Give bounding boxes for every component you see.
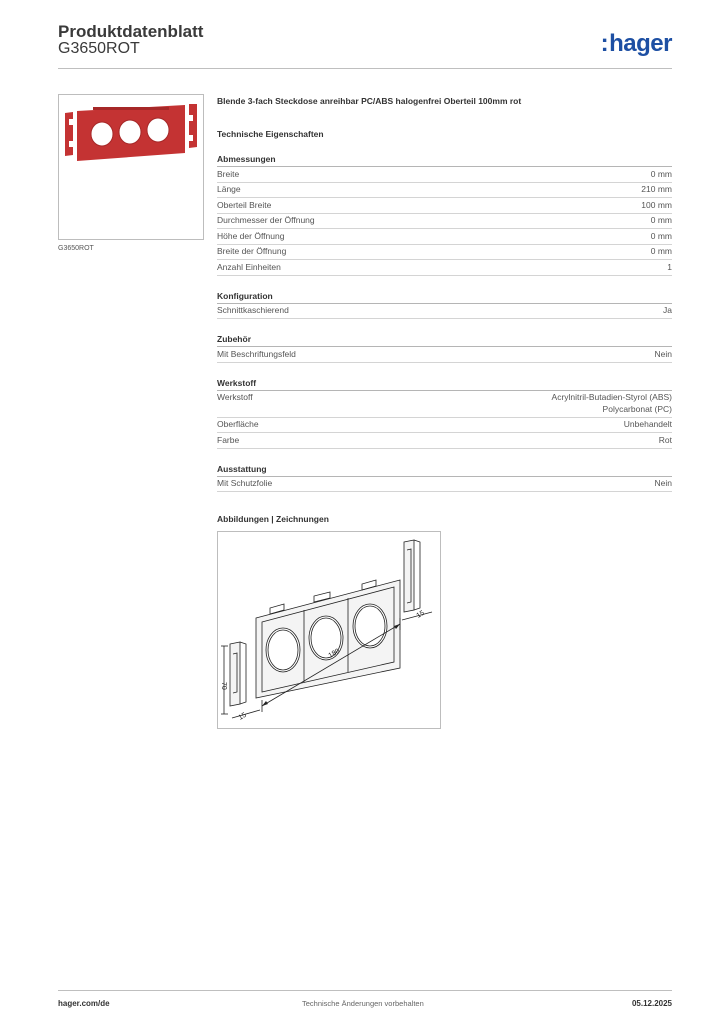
property-label: Farbe (217, 434, 240, 445)
brand-logo (601, 30, 672, 58)
section-zubeh-r (217, 334, 672, 363)
property-row (217, 229, 672, 245)
property-value: 0 mm (650, 246, 672, 256)
property-row (217, 167, 672, 183)
product-thumbnail (58, 94, 204, 240)
property-sections (217, 154, 672, 492)
property-row (217, 477, 672, 493)
property-value: 100 mm (641, 199, 672, 210)
property-value: Acrylnitril-Butadien-Styrol (ABS) Polycarbonat (PC) (551, 392, 672, 414)
dim-height-label: 70 (220, 682, 227, 690)
property-value: 210 mm (641, 184, 672, 194)
section-title: Ausstattung (217, 464, 672, 477)
property-row (217, 245, 672, 261)
thumbnail-caption: G3650ROT (58, 245, 94, 252)
footer-date: 05.12.2025 (631, 999, 672, 1008)
property-label: Oberteil Breite (217, 199, 272, 210)
content-column (217, 95, 672, 729)
product-thumbnail-image (59, 95, 203, 239)
footer-divider (58, 990, 672, 991)
property-label: Werkstoff (217, 392, 253, 402)
property-label: Mit Beschriftungsfeld (217, 348, 296, 359)
property-value: Rot (658, 434, 672, 445)
property-label: Breite (217, 168, 240, 179)
property-label: Durchmesser der Öffnung (217, 215, 315, 225)
property-value: Unbehandelt (623, 419, 672, 429)
property-label: Anzahl Einheiten (217, 261, 281, 272)
property-label: Oberfläche (217, 419, 259, 429)
property-value: 0 mm (650, 215, 672, 225)
property-value: Nein (654, 348, 672, 359)
property-label: Breite der Öffnung (217, 246, 287, 256)
property-row (217, 418, 672, 434)
property-row (217, 347, 672, 363)
section-konfiguration (217, 291, 672, 320)
section-title: Werkstoff (217, 378, 672, 391)
property-value: Ja (663, 305, 672, 315)
section-title: Zubehör (217, 334, 672, 347)
property-value: 0 mm (650, 168, 672, 179)
property-label: Mit Schutzfolie (217, 478, 273, 488)
logo-text: hager (609, 30, 672, 57)
technical-drawing-image (218, 532, 440, 728)
product-description: Blende 3-fach Steckdose anreihbar PC/ABS halogenfrei Oberteil 100mm rot (217, 96, 522, 106)
property-row (217, 260, 672, 276)
footer-disclaimer: Technische Änderungen vorbehalten (302, 999, 424, 1008)
section-abmessungen (217, 154, 672, 276)
technical-drawing (217, 531, 441, 729)
dim-side-top-label: 15 (415, 609, 426, 620)
page-title: Produktdatenblatt (58, 22, 204, 41)
property-row (217, 433, 672, 449)
property-row (217, 214, 672, 230)
property-value: 1 (667, 261, 672, 272)
property-value: Nein (654, 478, 672, 488)
property-value: 0 mm (650, 230, 672, 241)
property-row (217, 198, 672, 214)
property-label: Länge (217, 184, 241, 194)
figures-heading: Abbildungen | Zeichnungen (217, 514, 329, 524)
logo-colon: : (600, 30, 609, 57)
technical-properties-heading: Technische Eigenschaften (217, 129, 324, 139)
dim-side-bottom-label: 15 (237, 711, 248, 722)
property-row (217, 304, 672, 320)
property-label: Schnittkaschierend (217, 305, 289, 315)
property-label: Höhe der Öffnung (217, 230, 285, 241)
section-ausstattung (217, 464, 672, 493)
header-divider (58, 68, 672, 69)
section-werkstoff (217, 378, 672, 449)
page-subtitle: G3650ROT (58, 40, 140, 57)
property-row (217, 391, 672, 418)
property-row (217, 183, 672, 199)
section-title: Konfiguration (217, 291, 672, 304)
section-title: Abmessungen (217, 154, 672, 167)
dim-length-label: 180 (327, 647, 342, 660)
footer-website-link[interactable]: hager.com/de (58, 999, 110, 1008)
